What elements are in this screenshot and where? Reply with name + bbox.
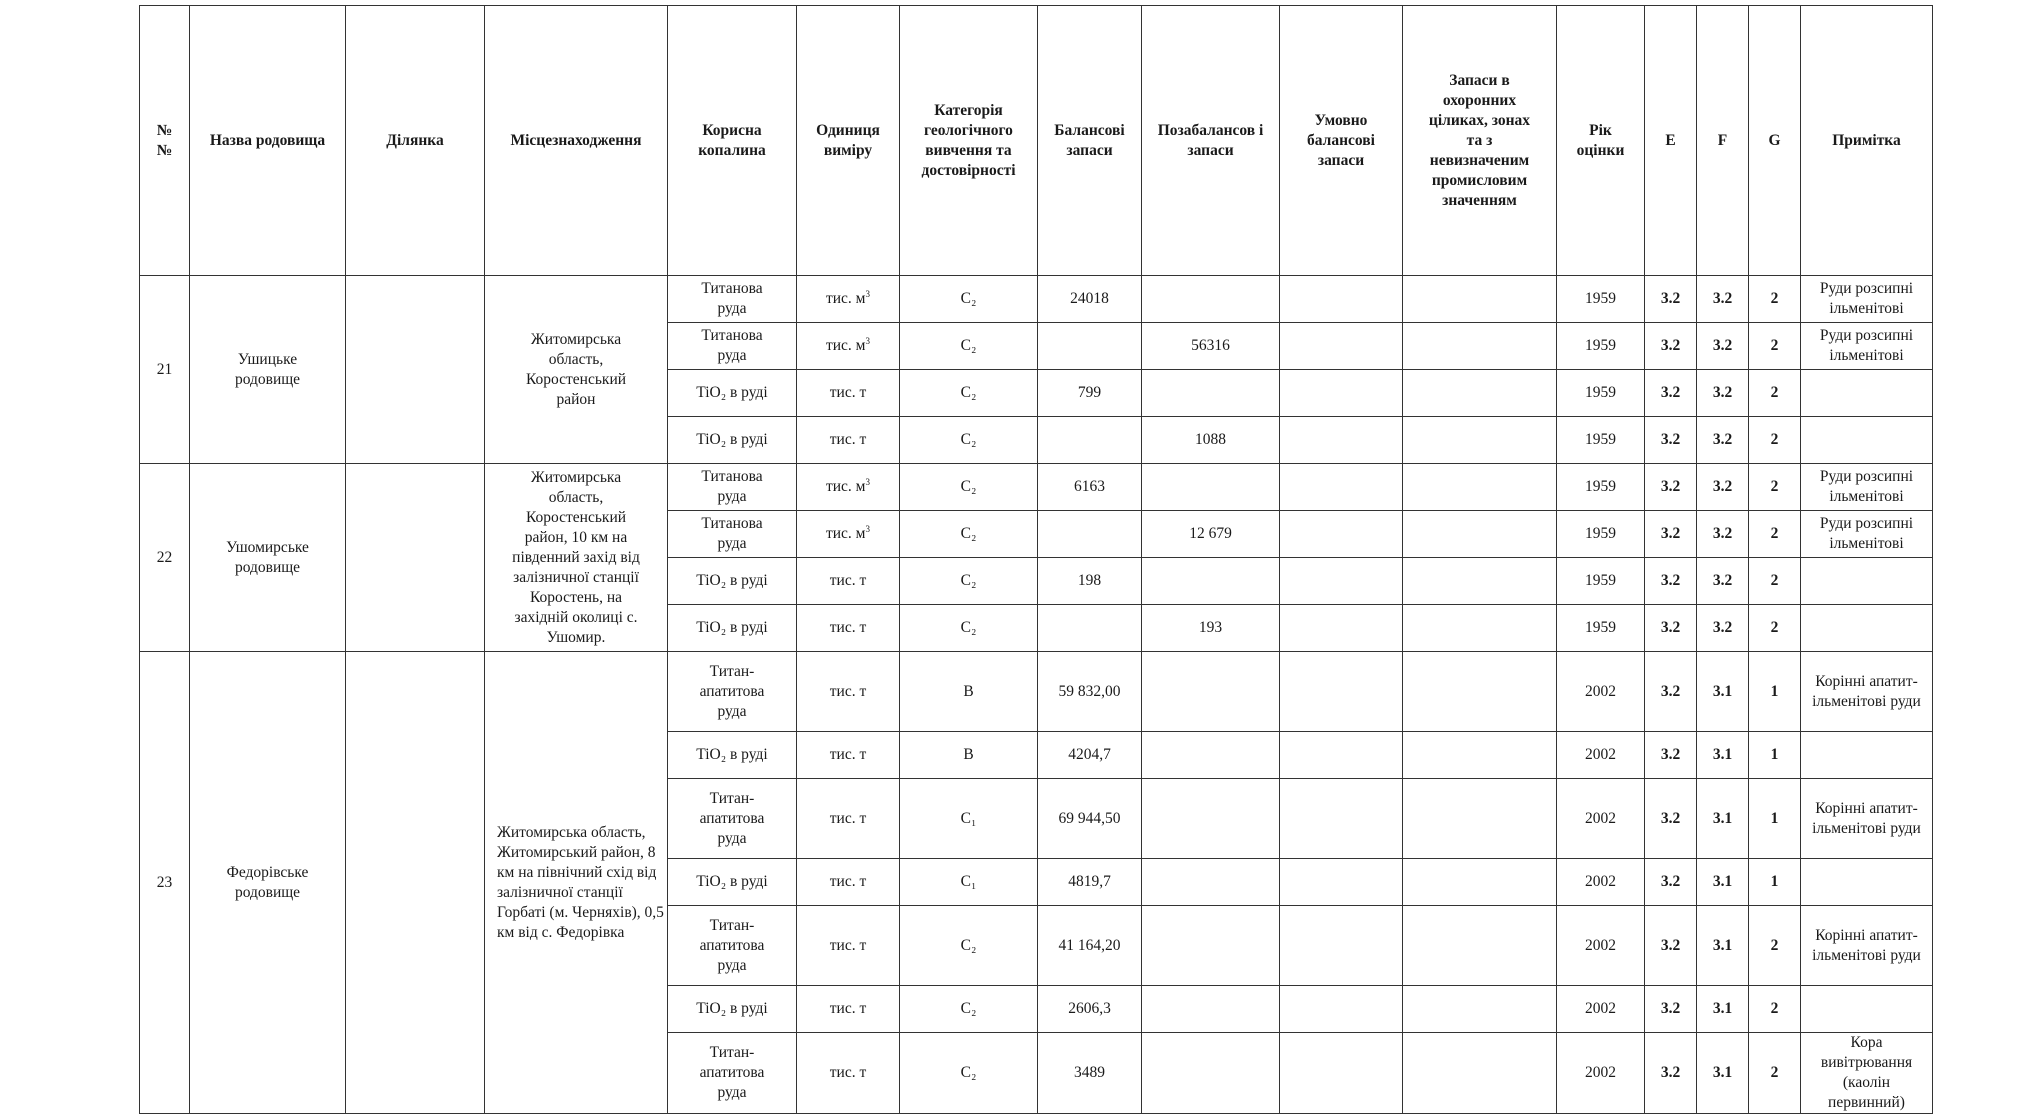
table-body [140,276,1933,1114]
cell-balance: 41 164,20 [1038,906,1142,986]
cell-balance: 6163 [1038,464,1142,511]
header-note: Примітка [1801,6,1933,276]
cell-mineral: Титанова руда [668,464,797,511]
deposit-number: 21 [140,276,190,464]
cell-conditional [1280,986,1403,1033]
unit-superscript: 3 [865,476,870,487]
cell-unit [797,1033,900,1114]
cell-offbalance [1142,859,1280,906]
cell-year: 2002 [1557,732,1645,779]
cell-protected [1403,511,1557,558]
unit-text: тис. т [829,746,867,763]
unit-text: тис. м [825,525,866,542]
cell-g: 2 [1749,1033,1801,1114]
cell-f: 3.2 [1697,558,1749,605]
cell-mineral: Титанова руда [668,511,797,558]
cell-balance [1038,323,1142,370]
cell-note: Руди розсипні ільменітові [1801,276,1933,323]
unit-text: тис. т [829,873,867,890]
cell-note [1801,558,1933,605]
unit-text: тис. т [829,809,867,827]
header-row [140,6,1933,276]
cell-category: C₂ [900,276,1038,323]
cell-conditional [1280,370,1403,417]
cell-conditional [1280,906,1403,986]
cell-offbalance [1142,1033,1280,1114]
cell-protected [1403,652,1557,732]
cell-unit [797,511,900,558]
cell-conditional [1280,732,1403,779]
header-g: G [1749,6,1801,276]
cell-note [1801,986,1933,1033]
cell-f: 3.1 [1697,779,1749,859]
cell-note: Руди розсипні ільменітові [1801,323,1933,370]
cell-g: 2 [1749,276,1801,323]
cell-category: C₁ [900,779,1038,859]
deposit-area [346,276,485,464]
cell-g: 2 [1749,464,1801,511]
cell-offbalance [1142,276,1280,323]
cell-conditional [1280,417,1403,464]
cell-unit [797,276,900,323]
cell-f: 3.1 [1697,906,1749,986]
cell-note: Кора вивітрювання (каолін первинний) [1801,1033,1933,1114]
cell-unit [797,605,900,652]
header-conditional: Умовно балансові запаси [1280,6,1403,276]
unit-text: тис. т [829,619,867,636]
cell-unit [797,464,900,511]
cell-offbalance [1142,986,1280,1033]
deposit-name: Ушицьке родовище [190,276,346,464]
deposit-name: Ушомирське родовище [190,464,346,652]
cell-protected [1403,370,1557,417]
cell-year: 2002 [1557,986,1645,1033]
cell-f: 3.2 [1697,370,1749,417]
cell-year: 1959 [1557,558,1645,605]
cell-e: 3.2 [1645,986,1697,1033]
table-row [140,276,1933,323]
cell-year: 1959 [1557,417,1645,464]
header-year: Рік оцінки [1557,6,1645,276]
cell-offbalance [1142,652,1280,732]
cell-offbalance: 193 [1142,605,1280,652]
cell-e: 3.2 [1645,779,1697,859]
cell-balance [1038,417,1142,464]
table-row [140,464,1933,511]
deposit-location: Житомирська область, Коростенський район, 10 км на південний захід від залізничної станції Коростень, на західній околиці с. Ушомир. [485,464,668,652]
cell-balance: 198 [1038,558,1142,605]
cell-year: 2002 [1557,1033,1645,1114]
cell-protected [1403,906,1557,986]
cell-g: 2 [1749,417,1801,464]
cell-conditional [1280,779,1403,859]
cell-g: 2 [1749,370,1801,417]
cell-unit [797,370,900,417]
cell-conditional [1280,652,1403,732]
cell-f: 3.2 [1697,511,1749,558]
cell-e: 3.2 [1645,859,1697,906]
cell-note: Руди розсипні ільменітові [1801,464,1933,511]
cell-g: 2 [1749,986,1801,1033]
cell-mineral: TiO₂ в руді [668,370,797,417]
unit-text: тис. м [825,337,866,354]
cell-protected [1403,417,1557,464]
cell-unit [797,732,900,779]
cell-year: 2002 [1557,652,1645,732]
cell-mineral: TiO₂ в руді [668,417,797,464]
cell-mineral: Титан-апатитова руда [668,906,797,986]
cell-g: 1 [1749,779,1801,859]
cell-balance [1038,511,1142,558]
cell-balance: 59 832,00 [1038,652,1142,732]
unit-superscript: 3 [865,523,870,534]
cell-f: 3.1 [1697,859,1749,906]
cell-note: Корінні апатит-ільменітові руди [1801,906,1933,986]
cell-category: C₂ [900,986,1038,1033]
cell-note [1801,732,1933,779]
cell-e: 3.2 [1645,732,1697,779]
cell-e: 3.2 [1645,323,1697,370]
unit-text: тис. т [829,936,867,954]
unit-text: тис. м [825,478,866,495]
cell-protected [1403,464,1557,511]
cell-protected [1403,779,1557,859]
cell-conditional [1280,605,1403,652]
cell-mineral: Титан-апатитова руда [668,652,797,732]
cell-category: C₂ [900,323,1038,370]
cell-e: 3.2 [1645,605,1697,652]
header-area: Ділянка [346,6,485,276]
cell-e: 3.2 [1645,652,1697,732]
cell-year: 1959 [1557,370,1645,417]
cell-mineral: TiO₂ в руді [668,605,797,652]
header-category: Категорія геологічного вивчення та достовірності [900,6,1038,276]
cell-category: C₂ [900,1033,1038,1114]
cell-balance: 69 944,50 [1038,779,1142,859]
cell-mineral: TiO₂ в руді [668,986,797,1033]
cell-note: Корінні апатит-ільменітові руди [1801,652,1933,732]
cell-e: 3.2 [1645,1033,1697,1114]
cell-unit [797,986,900,1033]
table-row [140,652,1933,732]
unit-text: тис. м [825,290,866,307]
unit-superscript: 3 [865,288,870,299]
cell-year: 2002 [1557,906,1645,986]
cell-mineral: TiO₂ в руді [668,732,797,779]
cell-note [1801,370,1933,417]
header-f: F [1697,6,1749,276]
cell-f: 3.2 [1697,323,1749,370]
cell-conditional [1280,464,1403,511]
cell-category: B [900,652,1038,732]
cell-category: C₂ [900,558,1038,605]
cell-year: 1959 [1557,276,1645,323]
cell-balance: 799 [1038,370,1142,417]
cell-protected [1403,986,1557,1033]
cell-offbalance [1142,779,1280,859]
cell-balance: 2606,3 [1038,986,1142,1033]
cell-protected [1403,859,1557,906]
cell-f: 3.2 [1697,605,1749,652]
cell-balance: 4819,7 [1038,859,1142,906]
header-mineral: Корисна копалина [668,6,797,276]
cell-unit [797,558,900,605]
header-balance: Балансові запаси [1038,6,1142,276]
header-e: E [1645,6,1697,276]
cell-offbalance [1142,370,1280,417]
cell-e: 3.2 [1645,370,1697,417]
cell-year: 1959 [1557,464,1645,511]
deposits-table [139,5,1933,1114]
cell-category: C₂ [900,605,1038,652]
cell-offbalance: 1088 [1142,417,1280,464]
cell-unit [797,323,900,370]
cell-g: 2 [1749,323,1801,370]
cell-note [1801,859,1933,906]
deposit-number: 23 [140,652,190,1114]
deposit-area [346,652,485,1114]
cell-f: 3.2 [1697,276,1749,323]
cell-category: C₂ [900,511,1038,558]
cell-e: 3.2 [1645,906,1697,986]
cell-protected [1403,558,1557,605]
cell-protected [1403,732,1557,779]
cell-g: 2 [1749,511,1801,558]
cell-note: Корінні апатит-ільменітові руди [1801,779,1933,859]
cell-conditional [1280,558,1403,605]
deposit-number: 22 [140,464,190,652]
cell-conditional [1280,511,1403,558]
cell-unit [797,779,900,859]
cell-category: C₂ [900,906,1038,986]
cell-g: 1 [1749,732,1801,779]
cell-e: 3.2 [1645,276,1697,323]
cell-unit [797,859,900,906]
cell-mineral: TiO₂ в руді [668,859,797,906]
cell-offbalance [1142,906,1280,986]
cell-e: 3.2 [1645,464,1697,511]
cell-conditional [1280,276,1403,323]
cell-f: 3.2 [1697,417,1749,464]
cell-offbalance [1142,732,1280,779]
unit-text: тис. т [829,1000,867,1017]
cell-mineral: Титанова руда [668,276,797,323]
cell-year: 1959 [1557,323,1645,370]
cell-note [1801,417,1933,464]
unit-text: тис. т [829,384,867,401]
cell-conditional [1280,1033,1403,1114]
cell-conditional [1280,859,1403,906]
cell-note [1801,605,1933,652]
cell-protected [1403,276,1557,323]
cell-balance: 4204,7 [1038,732,1142,779]
cell-g: 2 [1749,906,1801,986]
cell-year: 1959 [1557,605,1645,652]
cell-protected [1403,323,1557,370]
cell-balance [1038,605,1142,652]
cell-g: 1 [1749,652,1801,732]
cell-conditional [1280,323,1403,370]
header-num: № № [140,6,190,276]
cell-g: 2 [1749,605,1801,652]
cell-unit [797,906,900,986]
header-location: Місцезнаходження [485,6,668,276]
deposit-name: Федорівське родовище [190,652,346,1114]
cell-category: C₁ [900,859,1038,906]
unit-text: тис. т [829,572,867,589]
unit-superscript: 3 [865,335,870,346]
cell-protected [1403,1033,1557,1114]
cell-category: C₂ [900,464,1038,511]
cell-unit [797,417,900,464]
cell-f: 3.1 [1697,1033,1749,1114]
cell-e: 3.2 [1645,511,1697,558]
cell-f: 3.1 [1697,986,1749,1033]
cell-e: 3.2 [1645,558,1697,605]
cell-year: 2002 [1557,779,1645,859]
cell-mineral: Титан-апатитова руда [668,779,797,859]
deposit-area [346,464,485,652]
cell-category: B [900,732,1038,779]
cell-offbalance [1142,558,1280,605]
unit-text: тис. т [829,431,867,448]
cell-note: Руди розсипні ільменітові [1801,511,1933,558]
cell-offbalance: 56316 [1142,323,1280,370]
cell-balance: 24018 [1038,276,1142,323]
cell-mineral: TiO₂ в руді [668,558,797,605]
cell-mineral: Титанова руда [668,323,797,370]
header-protected: Запаси в охоронних ціликах, зонах та з невизначеним промисловим значенням [1403,6,1557,276]
cell-year: 1959 [1557,511,1645,558]
cell-f: 3.1 [1697,652,1749,732]
header-name: Назва родовища [190,6,346,276]
cell-f: 3.2 [1697,464,1749,511]
unit-text: тис. т [829,1064,867,1081]
cell-offbalance [1142,464,1280,511]
cell-f: 3.1 [1697,732,1749,779]
unit-text: тис. т [829,682,867,700]
cell-protected [1403,605,1557,652]
deposit-location: Житомирська область, Коростенський район [485,276,668,464]
cell-e: 3.2 [1645,417,1697,464]
cell-g: 1 [1749,859,1801,906]
cell-category: C₂ [900,370,1038,417]
header-unit: Одиниця виміру [797,6,900,276]
header-offbalance: Позабалансов і запаси [1142,6,1280,276]
deposit-location: Житомирська область, Житомирський район, 8 км на північний схід від залізничної станції Горбаті (м. Черняхів), 0,5 км від с. Федорівка [485,652,668,1114]
cell-year: 2002 [1557,859,1645,906]
cell-category: C₂ [900,417,1038,464]
cell-offbalance: 12 679 [1142,511,1280,558]
cell-mineral: Титан-апатитова руда [668,1033,797,1114]
cell-g: 2 [1749,558,1801,605]
cell-unit [797,652,900,732]
cell-balance: 3489 [1038,1033,1142,1114]
